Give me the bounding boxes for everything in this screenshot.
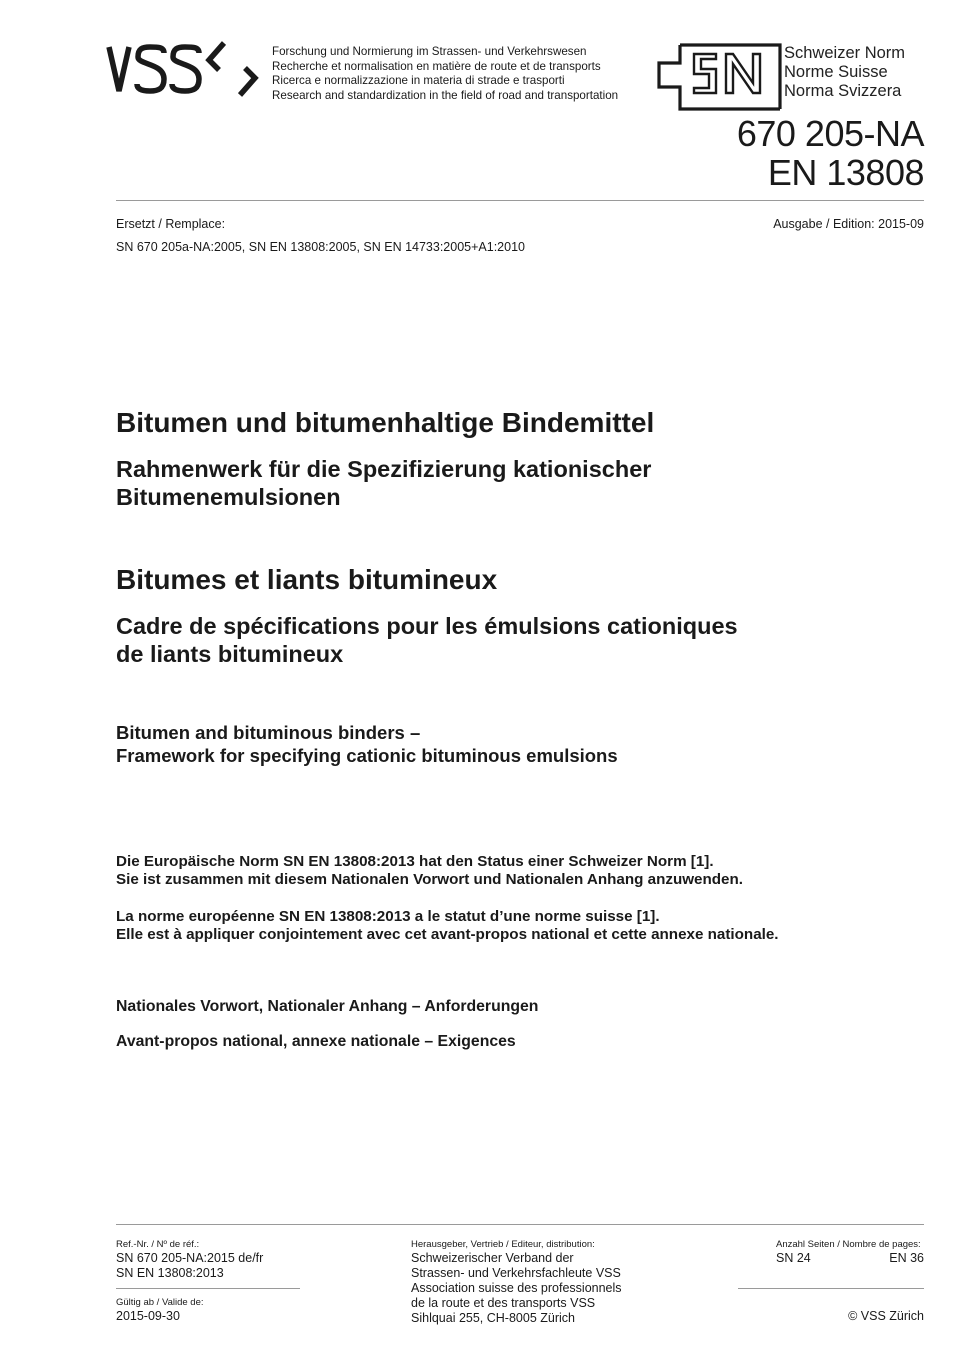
ref-value: SN 670 205-NA:2015 de/fr	[116, 1251, 264, 1265]
pages-sn: SN 24	[776, 1251, 811, 1265]
status-de-line: Sie ist zusammen mit diesem Nationalen Vorwort und Nationalen Anhang anzuwenden.	[116, 871, 743, 888]
replaces-label: Ersetzt / Remplace:	[116, 217, 226, 231]
pages-label: Anzahl Seiten / Nombre de pages:	[776, 1239, 921, 1250]
valid-date: 2015-09-30	[116, 1309, 180, 1323]
vss-tagline-de: Forschung und Normierung im Strassen- und Verkehrswesen	[272, 45, 587, 58]
ref-label: Ref.-Nr. / Nº de réf.:	[116, 1239, 200, 1250]
sn-names	[784, 44, 905, 101]
subtitle-de-line: Rahmenwerk für die Spezifizierung kationischer	[116, 456, 652, 482]
status-fr-line: Elle est à appliquer conjointement avec cet avant-propos national et cette annexe nationale.	[116, 926, 779, 943]
edition: Ausgabe / Edition: 2015-09	[773, 217, 924, 231]
publisher	[411, 1251, 622, 1326]
publisher-line: Strassen- und Verkehrsfachleute VSS	[411, 1266, 621, 1280]
vss-tagline	[272, 45, 618, 103]
status-fr	[116, 908, 779, 944]
ref-divider	[116, 1288, 300, 1289]
title-de: Bitumen und bitumenhaltige Bindemittel	[116, 407, 655, 438]
title-en-line: Framework for specifying cationic bituminous emulsions	[116, 745, 618, 766]
status-fr-line: La norme européenne SN EN 13808:2013 a le statut d’une norme suisse [1].	[116, 908, 660, 925]
title-fr: Bitumes et liants bitumineux	[116, 564, 498, 595]
header-divider	[116, 200, 924, 201]
ref-value: SN EN 13808:2013	[116, 1266, 224, 1280]
valid-label: Gültig ab / Valide de:	[116, 1297, 204, 1308]
publisher-line: Association suisse des professionnels	[411, 1281, 622, 1295]
vss-tagline-en: Research and standardization in the field of road and transportation	[272, 88, 619, 102]
publisher-line: Schweizerischer Verband der	[411, 1251, 574, 1265]
publisher-line: Sihlquai 255, CH-8005 Zürich	[411, 1311, 575, 1325]
valid-value	[116, 1309, 180, 1324]
publisher-label: Herausgeber, Vertrieb / Editeur, distribution:	[411, 1239, 595, 1250]
footer-divider	[116, 1224, 924, 1225]
sn-name-fr: Norme Suisse	[784, 63, 888, 81]
vss-logo	[106, 40, 266, 102]
title-en	[116, 721, 618, 767]
status-de	[116, 853, 743, 889]
pages-divider	[738, 1288, 924, 1289]
ref-values	[116, 1251, 263, 1281]
copyright: © VSS Zürich	[848, 1309, 924, 1323]
subtitle-de	[116, 455, 651, 511]
sn-logo	[656, 43, 782, 113]
subtitle-fr-line: Cadre de spécifications pour les émulsions cationiques	[116, 613, 738, 639]
en-number: EN 13808	[767, 152, 924, 193]
title-en-line: Bitumen and bituminous binders –	[116, 722, 421, 743]
sn-name-it: Norma Svizzera	[784, 82, 902, 100]
pages-en: EN 36	[889, 1251, 924, 1265]
status-de-line: Die Europäische Norm SN EN 13808:2013 hat den Status einer Schweizer Norm [1].	[116, 853, 714, 870]
replaces-value: SN 670 205a-NA:2005, SN EN 13808:2005, SN EN 14733:2005+A1:2010	[116, 240, 525, 254]
note-de: Nationales Vorwort, Nationaler Anhang – Anforderungen	[116, 998, 539, 1015]
subtitle-fr-line: de liants bitumineux	[116, 641, 344, 667]
standard-number: 670 205-NA	[736, 113, 924, 154]
subtitle-de-line: Bitumenemulsionen	[116, 484, 341, 510]
note-fr: Avant-propos national, annexe nationale – Exigences	[116, 1033, 516, 1050]
sn-name-de: Schweizer Norm	[784, 44, 906, 62]
vss-tagline-fr: Recherche et normalisation en matière de route et de transports	[272, 59, 601, 73]
vss-tagline-it: Ricerca e normalizzazione in materia di strade e trasporti	[272, 74, 565, 88]
publisher-line: de la route et des transports VSS	[411, 1296, 596, 1310]
subtitle-fr	[116, 612, 738, 668]
